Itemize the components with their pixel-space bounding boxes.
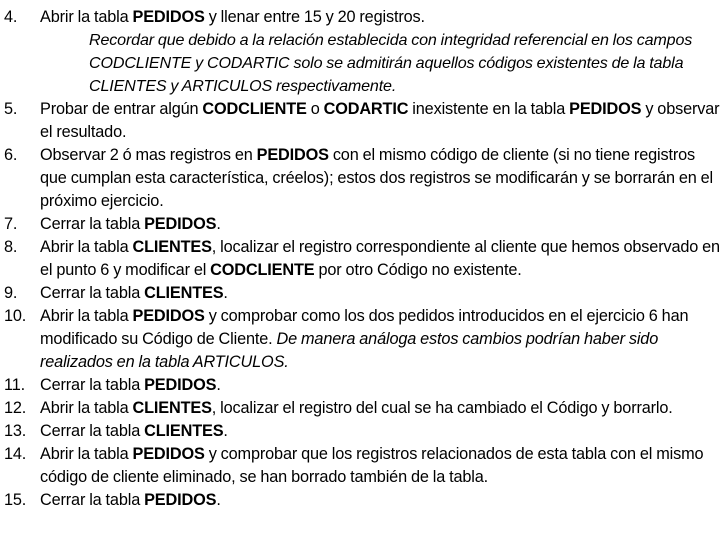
item-text: Abrir la tabla xyxy=(40,399,133,417)
list-item-10 xyxy=(0,305,726,374)
item-text: Cerrar la tabla xyxy=(40,491,145,509)
item-text: Cerrar la tabla xyxy=(40,284,145,302)
item-number: 13. xyxy=(4,422,27,440)
item-number: 4. xyxy=(4,8,18,26)
item-text: o xyxy=(306,100,324,118)
list-item-12 xyxy=(0,397,726,420)
item-number: 11. xyxy=(4,376,25,394)
table-name: PEDIDOS xyxy=(256,146,329,164)
item-text: y comprobar como los dos pedidos introducidos en el ejercicio 6 han modificado su Código de Cliente. xyxy=(40,307,689,348)
list-item-14 xyxy=(0,443,726,489)
italic-note: Recordar que debido a la relación establecida con integridad referencial en los campos CODCLIENTE y CODARTIC solo se admitirán aquellos códigos existentes de la tabla CLIENTES y ARTICULOS respectivamente. xyxy=(89,31,693,95)
item-text: Probar de entrar algún xyxy=(40,100,203,118)
item-text: Cerrar la tabla xyxy=(40,376,145,394)
list-item-8 xyxy=(0,236,726,282)
item-text: Abrir la tabla xyxy=(40,445,133,463)
italic-note: De manera análoga estos cambios podrían haber sido realizados en la tabla ARTICULOS. xyxy=(40,330,659,371)
table-name: CLIENTES xyxy=(144,284,224,302)
list-item-4 xyxy=(0,6,726,98)
field-name: CODCLIENTE xyxy=(210,261,315,279)
item-number: 5. xyxy=(4,100,18,118)
item-text: . xyxy=(216,215,221,233)
item-text: Abrir la tabla xyxy=(40,8,133,26)
list-item-6 xyxy=(0,144,726,213)
item-text: , localizar el registro del cual se ha cambiado el Código y borrarlo. xyxy=(211,399,673,417)
list-item-13 xyxy=(0,420,726,443)
item-text: Abrir la tabla xyxy=(40,238,133,256)
table-name: PEDIDOS xyxy=(132,307,205,325)
field-name: CODARTIC xyxy=(323,100,409,118)
item-text: . xyxy=(216,491,221,509)
item-text: y comprobar que los registros relacionados de esta tabla con el mismo código de cliente eliminado, se han borrado también de la tabla. xyxy=(40,445,704,486)
item-number: 9. xyxy=(4,284,18,302)
table-name: CLIENTES xyxy=(132,399,212,417)
table-name: PEDIDOS xyxy=(132,445,205,463)
list-item-11 xyxy=(0,374,726,397)
item-text: . xyxy=(223,422,228,440)
list-item-7 xyxy=(0,213,726,236)
item-text: y llenar entre 15 y 20 registros. xyxy=(204,8,425,26)
item-number: 14. xyxy=(4,445,27,463)
table-name: PEDIDOS xyxy=(144,376,217,394)
item-number: 6. xyxy=(4,146,18,164)
item-number: 10. xyxy=(4,307,27,325)
item-text: con el mismo código de cliente (si no tiene registros que cumplan esta característica, créelos); estos dos registros se modificarán y se borrarán en el próximo ejercicio. xyxy=(40,146,714,210)
item-number: 7. xyxy=(4,215,18,233)
table-name: PEDIDOS xyxy=(132,8,205,26)
table-name: CLIENTES xyxy=(132,238,212,256)
table-name: CLIENTES xyxy=(144,422,224,440)
item-text: Cerrar la tabla xyxy=(40,215,145,233)
item-number: 12. xyxy=(4,399,27,417)
item-text: . xyxy=(216,376,221,394)
item-number: 15. xyxy=(4,491,27,509)
item-text: por otro Código no existente. xyxy=(314,261,522,279)
item-text: Abrir la tabla xyxy=(40,307,133,325)
item-text: y observar el resultado. xyxy=(40,100,720,141)
table-name: PEDIDOS xyxy=(144,491,217,509)
list-item-15 xyxy=(0,489,726,512)
list-item-9 xyxy=(0,282,726,305)
item-text: Cerrar la tabla xyxy=(40,422,145,440)
item-text: , localizar el registro correspondiente al cliente que hemos observado en el punto 6 y modificar el xyxy=(40,238,720,279)
field-name: CODCLIENTE xyxy=(202,100,307,118)
item-text: inexistente en la tabla xyxy=(408,100,570,118)
item-text: Observar 2 ó mas registros en xyxy=(40,146,257,164)
item-number: 8. xyxy=(4,238,18,256)
table-name: PEDIDOS xyxy=(569,100,642,118)
list-item-5 xyxy=(0,98,726,144)
table-name: PEDIDOS xyxy=(144,215,217,233)
item-text: . xyxy=(223,284,228,302)
